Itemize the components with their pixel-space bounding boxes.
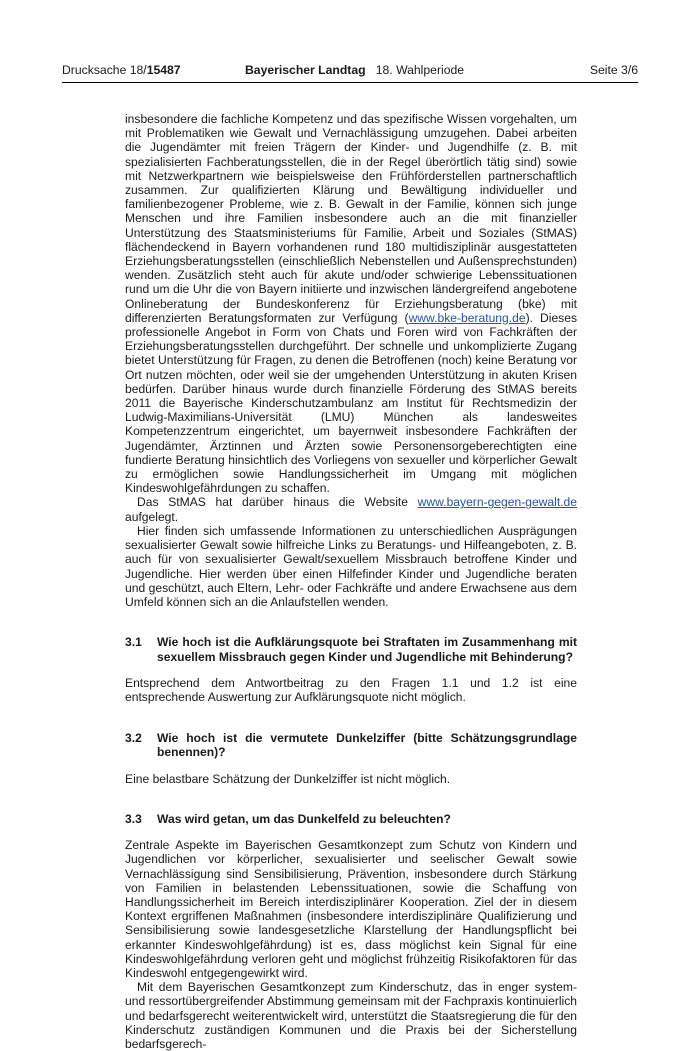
answer-3-2: Eine belastbare Schätzung der Dunkelziffer ist nicht möglich. bbox=[125, 771, 451, 786]
paragraph-2 bbox=[125, 495, 577, 523]
main-content bbox=[125, 112, 577, 1051]
page-header bbox=[62, 63, 638, 81]
paragraph-2-text-b: aufgelegt. bbox=[125, 509, 179, 524]
header-divider bbox=[62, 82, 638, 83]
paragraph-2-text-a: Das StMAS hat darüber hinaus die Website bbox=[137, 495, 418, 510]
question-3-2 bbox=[125, 731, 577, 760]
question-text: Wie hoch ist die vermutete Dunkelziffer (bitte Schätzungsgrundlage benennen)? bbox=[157, 730, 577, 760]
bke-beratung-link[interactable]: www.bke-beratung.de bbox=[408, 310, 526, 325]
parliament-title bbox=[245, 63, 464, 77]
legislative-period: 18. Wahlperiode bbox=[375, 63, 465, 77]
question-3-3 bbox=[125, 812, 577, 827]
question-number: 3.1 bbox=[125, 635, 142, 650]
institution-name: Bayerischer Landtag bbox=[245, 63, 366, 77]
question-text: Was wird getan, um das Dunkelfeld zu beleuchten? bbox=[157, 811, 451, 826]
paragraph-1 bbox=[125, 112, 577, 495]
question-number: 3.3 bbox=[125, 811, 142, 826]
question-3-1 bbox=[125, 635, 577, 664]
answer-3-3-continued: Mit dem Bayerischen Gesamtkonzept zum Kinderschutz, das in enger system- und ressortübergreifender Abstimmung gemeinsam mit der Fachpraxis kontinuierlich und bedarfsgerecht weiterentwickelt wird, unterstützt die Staatsregierung die für den Kinderschutz zuständigen Kommunen und die Praxis bei der Sicherstellung bedarfsgerech- bbox=[125, 980, 577, 1051]
answer-3-3: Zentrale Aspekte im Bayerischen Gesamtkonzept zum Schutz von Kindern und Jugendlichen vor körperlicher, sexualisierter und seelischer Gewalt sowie Vernachlässigung sind Sensibilisierung, Prävention, insbesondere durch Stärkung von Familien in belastenden Lebenssituationen, sowie die Schaffung von Handlungssicherheit im Bereich interdisziplinärer Kooperation. Ziel der in diesem Kontext ergriffenen Maßnahmen (insbesondere interdisziplinäre Qualifizierung und Sensibilisierung sowie landesgesetzliche Klarstellung der Handlungspflicht bei erkannter Kindeswohlgefährdung) ist es, dass möglichst kein Signal für eine Kindeswohlgefährdung verloren geht und möglichst frühzeitig Risikofaktoren für das Kindeswohl entgegengewirkt wird. bbox=[125, 838, 577, 981]
paragraph-1-text-b: ). Dieses professionelle Angebot in Form von Chats und Foren wird von Fachkräften der Erziehungsberatungsstellen durchgeführt. Der schnelle und unkomplizierte Zugang bietet Unterstützung für Fragen, zu denen die Betroffenen (noch) keine Beratung vor Ort nutzen möchten, oder weil sie der umgehenden Unterstützung in akuten Krisen bedürfen. Darüber hinaus wurde durch finanzielle Förderung des StMAS bereits 2011 die Bayerische Kinderschutzambulanz am Institut für Rechtsmedizin der Ludwig-Maximilians-Universität (LMU) München als landesweites Kompetenzzentrum eingerichtet, um bayernweit insbesondere Fachkräften der Jugendämter, Ärztinnen und Ärzten sowie Personensorgeberechtigten eine fundierte Beratung hinsichtlich des Vorliegens von sexueller und körperlicher Gewalt zu ermöglichen sowie Handlungssicherheit im Umgang mit möglichen Kindeswohlgefährdungen zu schaffen. bbox=[125, 310, 577, 496]
answer-3-1: Entsprechend dem Antwortbeitrag zu den Fragen 1.1 und 1.2 ist eine entsprechende Auswertung zur Aufklärungsquote nicht möglich. bbox=[125, 676, 577, 705]
bayern-gegen-gewalt-link[interactable]: www.bayern-gegen-gewalt.de bbox=[417, 495, 577, 510]
paragraph-1-text-a: insbesondere die fachliche Kompetenz und das spezifische Wissen vorgehalten, um mit Problematiken wie Gewalt und Vernachlässigung umzugehen. Dabei arbeiten die Jugendämter mit freien Trägern der Kinder- und Jugendhilfe (z. B. mit spezialisierten Fachberatungsstellen, die in der Regel überörtlich tätig sind) sowie mit Netzwerkpartnern wie beispielsweise den Frühförderstellen partnerschaftlich zusammen. Zur qualifizierten Klärung und Bewältigung individueller und familienbezogener Probleme, wie z. B. Gewalt in der Familie, können sich junge Menschen und ihre Familien insbesondere auch an die mit finanzieller Unterstützung des Staatsministeriums für Familie, Arbeit und Soziales (StMAS) flächendeckend in Bayern vorhandenen rund 180 multidisziplinär ausgestatteten Erziehungsberatungsstellen (einschließlich Nebenstellen und Außensprechstunden) wenden. Zusätzlich steht auch für akute und/oder schwierige Lebenssituationen rund um die Uhr die von Bayern initiierte und inzwischen ländergreifend angebotene Onlineberatung der Bundeskonferenz für Erziehungsberatung (bke) mit differenzierten Beratungsformaten zur Verfügung ( bbox=[125, 112, 577, 325]
document-number-value: 15487 bbox=[146, 63, 181, 77]
paragraph-3: Hier finden sich umfassende Informationen zu unterschiedlichen Ausprägungen sexualisierter Gewalt sowie hilfreiche Links zu Beratungs- und Hilfeangeboten, z. B. auch für von sexualisierter Gewalt/sexuellem Missbrauch betroffene Kinder und Jugendliche. Hier werden über einen Hilfefinder Kinder und Jugendliche beraten und geschützt, auch Eltern, Lehr- oder Fachkräfte und andere Erwachsene aus dem Umfeld können sich an die Anlaufstellen wenden. bbox=[125, 523, 577, 609]
question-text: Wie hoch ist die Aufklärungsquote bei Straftaten im Zusammenhang mit sexuellem Missbrauch gegen Kinder und Jugendliche mit Behinderung? bbox=[157, 635, 577, 664]
question-number: 3.2 bbox=[125, 730, 142, 745]
document-label: Drucksache 18/ bbox=[62, 63, 147, 77]
page-number: Seite 3/6 bbox=[589, 63, 638, 77]
document-number bbox=[62, 63, 181, 77]
